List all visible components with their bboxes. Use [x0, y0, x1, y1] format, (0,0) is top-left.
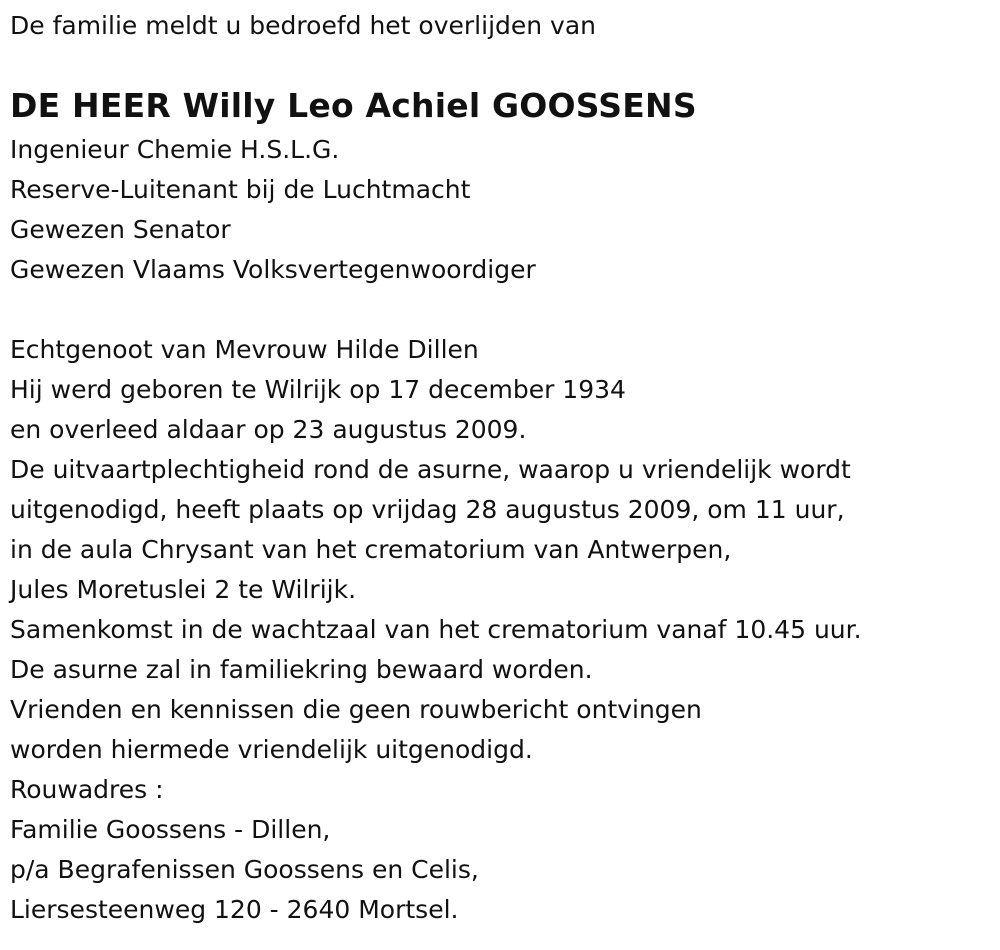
death-notice	[10, 6, 990, 930]
mourning-address-label: Rouwadres :	[10, 775, 164, 804]
title-line: Gewezen Vlaams Volksvertegenwoordiger	[10, 255, 536, 284]
deceased-titles	[10, 130, 990, 290]
mourning-address-line: p/a Begrafenissen Goossens en Celis,	[10, 855, 479, 884]
invitation-line: Vrienden en kennissen die geen rouwbericht ontvingen	[10, 695, 702, 724]
mourning-address-line: Liersesteenweg 120 - 2640 Mortsel.	[10, 895, 459, 924]
invitation-line: worden hiermede vriendelijk uitgenodigd.	[10, 735, 533, 764]
intro-text: De familie meldt u bedroefd het overlijden van	[10, 11, 597, 40]
title-line: Reserve-Luitenant bij de Luchtmacht	[10, 175, 471, 204]
gathering-line: Samenkomst in de wachtzaal van het crematorium vanaf 10.45 uur.	[10, 615, 862, 644]
birth-line: Hij werd geboren te Wilrijk op 17 december 1934	[10, 375, 626, 404]
title-line: Ingenieur Chemie H.S.L.G.	[10, 135, 340, 164]
ceremony-line: De uitvaartplechtigheid rond de asurne, waarop u vriendelijk wordt	[10, 455, 851, 484]
urn-line: De asurne zal in familiekring bewaard worden.	[10, 655, 593, 684]
ceremony-venue-line: in de aula Chrysant van het crematorium van Antwerpen,	[10, 535, 732, 564]
title-line: Gewezen Senator	[10, 215, 231, 244]
mourning-address-line: Familie Goossens - Dillen,	[10, 815, 331, 844]
ceremony-date-line: uitgenodigd, heeft plaats op vrijdag 28 augustus 2009, om 11 uur,	[10, 495, 845, 524]
deceased-name: DE HEER Willy Leo Achiel GOOSSENS	[10, 86, 697, 125]
death-line: en overleed aldaar op 23 augustus 2009.	[10, 415, 527, 444]
spouse-line: Echtgenoot van Mevrouw Hilde Dillen	[10, 335, 479, 364]
ceremony-address-line: Jules Moretuslei 2 te Wilrijk.	[10, 575, 357, 604]
notice-body	[10, 330, 990, 930]
